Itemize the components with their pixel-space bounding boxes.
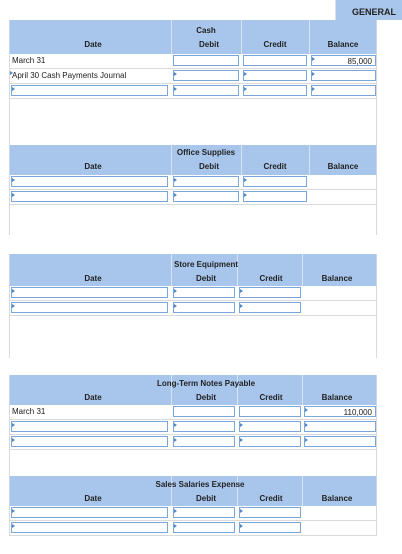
date-cell: [10, 55, 169, 66]
ledger-spacer: [9, 205, 377, 235]
balance-input[interactable]: [304, 436, 376, 447]
debit-column-header: Debit: [196, 274, 216, 283]
debit-input[interactable]: [173, 287, 235, 298]
input-marker-icon: [174, 524, 177, 528]
input-marker-icon: [244, 87, 247, 91]
table-row: [9, 175, 377, 190]
credit-column-header: Credit: [263, 162, 287, 171]
credit-input[interactable]: [239, 507, 301, 518]
date-column-header: Date: [84, 274, 102, 283]
general-tab: [335, 0, 402, 20]
credit-input[interactable]: [243, 70, 307, 81]
balance-column-header: Balance: [321, 494, 353, 503]
debit-input[interactable]: [173, 522, 235, 533]
ledger-spacer: [9, 316, 377, 358]
ledger-long-term-notes-payable: [9, 375, 377, 476]
input-marker-icon: [240, 509, 243, 513]
credit-input[interactable]: [243, 176, 307, 187]
account-title: Office Supplies: [176, 148, 236, 157]
table-row: [9, 190, 377, 205]
balance-cell: [304, 287, 376, 298]
input-marker-icon: [174, 72, 177, 76]
date-input[interactable]: [11, 302, 168, 313]
date-input[interactable]: [11, 507, 168, 518]
ledger-header: [9, 476, 377, 506]
balance-input[interactable]: [311, 85, 376, 96]
debit-input[interactable]: [173, 436, 235, 447]
date-column-header: Date: [84, 393, 102, 402]
debit-input[interactable]: [173, 191, 239, 202]
credit-input[interactable]: [239, 522, 301, 533]
ledger-sales-salaries-expense: [9, 476, 377, 536]
date-input[interactable]: [11, 522, 168, 533]
date-column-header: Date: [84, 162, 102, 171]
balance-column-header: Balance: [321, 274, 353, 283]
input-marker-icon: [12, 438, 15, 442]
debit-column-header: Debit: [199, 40, 219, 49]
balance-input[interactable]: [311, 70, 376, 81]
input-marker-icon: [174, 438, 177, 442]
balance-cell: [304, 507, 376, 518]
date-cell: [10, 406, 169, 417]
table-row: [9, 84, 377, 99]
date-text: March 31: [12, 56, 46, 65]
input-marker-icon: [244, 193, 247, 197]
balance-value: 110,000: [343, 408, 372, 417]
input-marker-icon: [240, 438, 243, 442]
date-column-header: Date: [84, 40, 102, 49]
debit-column-header: Debit: [196, 494, 216, 503]
account-title: Cash: [196, 26, 216, 35]
credit-column-header: Credit: [259, 274, 283, 283]
ledger-office-supplies: [9, 145, 377, 235]
input-marker-icon: [174, 193, 177, 197]
debit-input[interactable]: [173, 70, 239, 81]
ledger-spacer: [9, 99, 377, 145]
input-marker-icon: [244, 178, 247, 182]
credit-input[interactable]: [239, 287, 301, 298]
balance-cell: [311, 191, 376, 202]
ledger-header: [9, 254, 377, 286]
table-row: [9, 69, 377, 84]
input-marker-icon: [312, 87, 315, 91]
credit-input[interactable]: [239, 421, 301, 432]
date-text: April 30 Cash Payments Journal: [12, 71, 127, 80]
credit-input[interactable]: [239, 436, 301, 447]
date-cell: [10, 70, 169, 81]
input-marker-icon: [174, 178, 177, 182]
ledger-spacer: [9, 450, 377, 476]
input-marker-icon: [240, 524, 243, 528]
credit-column-header: Credit: [263, 40, 287, 49]
ledger-store-equipment: [9, 254, 377, 358]
account-title: Sales Salaries Expense: [155, 480, 245, 489]
debit-input[interactable]: [173, 406, 235, 417]
input-marker-icon: [174, 423, 177, 427]
input-marker-icon: [12, 524, 15, 528]
date-input[interactable]: [11, 176, 168, 187]
balance-column-header: Balance: [327, 40, 359, 49]
input-marker-icon: [240, 423, 243, 427]
input-marker-icon: [305, 438, 308, 442]
debit-column-header: Debit: [196, 393, 216, 402]
input-marker-icon: [12, 304, 15, 308]
ledger-header: [9, 20, 377, 54]
debit-input[interactable]: [173, 302, 235, 313]
table-row: [9, 405, 377, 420]
date-text: March 31: [12, 407, 46, 416]
table-row: [9, 420, 377, 435]
credit-input[interactable]: [239, 406, 301, 417]
table-row: [9, 506, 377, 521]
credit-input[interactable]: [243, 85, 307, 96]
date-input[interactable]: [11, 191, 168, 202]
table-row: [9, 286, 377, 301]
input-marker-icon: [305, 408, 308, 412]
balance-input[interactable]: [304, 406, 376, 417]
debit-input[interactable]: [173, 85, 239, 96]
date-input[interactable]: [11, 287, 168, 298]
credit-input[interactable]: [243, 55, 307, 66]
input-marker-icon: [305, 423, 308, 427]
balance-value: 85,000: [347, 57, 372, 66]
debit-input[interactable]: [173, 507, 235, 518]
balance-input[interactable]: [311, 55, 376, 66]
date-column-header: Date: [84, 494, 102, 503]
input-marker-icon: [12, 178, 15, 182]
table-row: [9, 435, 377, 450]
date-input[interactable]: [11, 436, 168, 447]
ledger-cash: [9, 20, 377, 145]
balance-cell: [304, 522, 376, 533]
input-marker-icon: [312, 72, 315, 76]
input-marker-icon: [12, 87, 15, 91]
ledger-header: [9, 375, 377, 405]
credit-input[interactable]: [243, 191, 307, 202]
debit-input[interactable]: [173, 421, 235, 432]
balance-cell: [311, 176, 376, 187]
account-title: Store Equipment: [173, 260, 239, 269]
input-marker-icon: [240, 289, 243, 293]
input-marker-icon: [174, 509, 177, 513]
debit-input[interactable]: [173, 176, 239, 187]
credit-column-header: Credit: [259, 494, 283, 503]
input-marker-icon: [174, 87, 177, 91]
table-row: [9, 301, 377, 316]
debit-input[interactable]: [173, 55, 239, 66]
date-input[interactable]: [11, 421, 168, 432]
table-row: [9, 54, 377, 69]
input-marker-icon: [174, 289, 177, 293]
input-marker-icon: [240, 304, 243, 308]
balance-column-header: Balance: [321, 393, 353, 402]
ledger-header: [9, 145, 377, 175]
general-label: GENERAL: [352, 7, 397, 17]
table-row: [9, 521, 377, 536]
balance-input[interactable]: [304, 421, 376, 432]
input-marker-icon: [312, 57, 315, 61]
input-marker-icon: [174, 304, 177, 308]
balance-cell: [304, 302, 376, 313]
input-marker-icon: [244, 72, 247, 76]
input-marker-icon: [12, 423, 15, 427]
date-input[interactable]: [11, 85, 168, 96]
input-marker-icon: [12, 289, 15, 293]
input-marker-icon: [12, 509, 15, 513]
credit-column-header: Credit: [259, 393, 283, 402]
balance-column-header: Balance: [327, 162, 359, 171]
credit-input[interactable]: [239, 302, 301, 313]
input-marker-icon: [12, 193, 15, 197]
debit-column-header: Debit: [199, 162, 219, 171]
account-title: Long-Term Notes Payable: [156, 379, 256, 388]
